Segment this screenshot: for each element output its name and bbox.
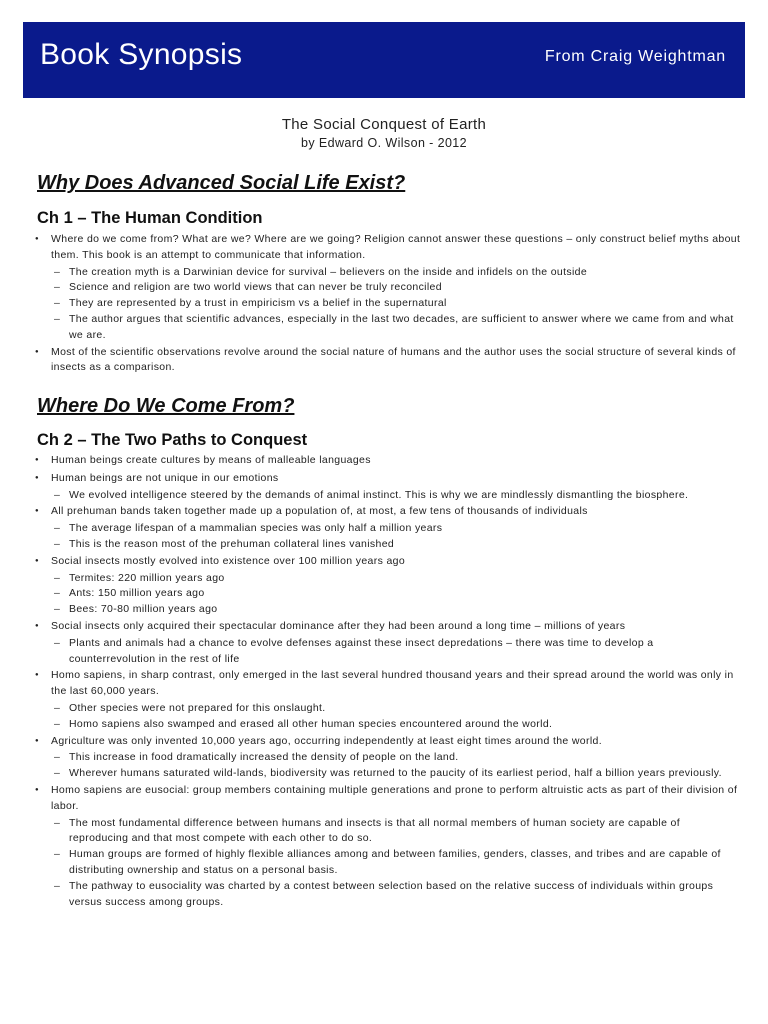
list-item: ● Human beings create cultures by means of malleable languages <box>51 452 741 470</box>
sub-list-item: – Homo sapiens also swamped and erased all other human species encountered around the world. <box>69 717 739 733</box>
sub-list-item: – Bees: 70-80 million years ago <box>69 602 739 618</box>
byline: From Craig Weightman <box>544 48 726 65</box>
list-item: ● Social insects mostly evolved into existence over 100 million years ago <box>51 553 741 571</box>
sub-list-item: – This is the reason most of the prehuman collateral lines vanished <box>69 537 739 553</box>
sub-list-item: – The most fundamental difference between humans and insects is that all normal members of human society are capable of reproducing and that most compete with each other to do so. <box>69 816 739 848</box>
sub-list-item: – Science and religion are two world views that can never be truly reconciled <box>69 280 739 296</box>
chapter-heading: Ch 1 – The Human Condition <box>37 209 263 227</box>
bullet-list <box>0 231 768 377</box>
book-author: by Edward O. Wilson - 2012 <box>300 136 468 150</box>
sub-list-item: – The author argues that scientific advances, especially in the last two decades, are sufficient to answer where we came from and what we are. <box>69 312 739 344</box>
list-item: ● Human beings are not unique in our emotions <box>51 470 741 488</box>
sub-list-item: – Termites: 220 million years ago <box>69 571 739 587</box>
list-item: ● Social insects only acquired their spectacular dominance after they had been around a long time – millions of years <box>51 618 741 636</box>
list-item: ● All prehuman bands taken together made up a population of, at most, a few tens of thousands of individuals <box>51 503 741 521</box>
sub-list-item: – This increase in food dramatically increased the density of people on the land. <box>69 750 739 766</box>
section-heading: Why Does Advanced Social Life Exist? <box>37 172 406 194</box>
sub-list-item: – Plants and animals had a chance to evolve defenses against these insect depredations – there was time to develop a counterrevolution in the rest of life <box>69 636 739 668</box>
section-heading: Where Do We Come From? <box>37 395 295 417</box>
list-item: ● Homo sapiens are eusocial: group members containing multiple generations and prone to perform altruistic acts as part of their division of labor. <box>51 782 741 816</box>
sub-list-item: – Ants: 150 million years ago <box>69 586 739 602</box>
sub-list-item: – The average lifespan of a mammalian species was only half a million years <box>69 521 739 537</box>
sub-list-item: – The creation myth is a Darwinian device for survival – believers on the inside and infidels on the outside <box>69 265 739 281</box>
chapter-heading: Ch 2 – The Two Paths to Conquest <box>37 431 308 449</box>
list-item: ● Agriculture was only invented 10,000 years ago, occurring independently at least eight times around the world. <box>51 733 741 751</box>
list-item: ● Homo sapiens, in sharp contrast, only emerged in the last several hundred thousand years and their spread around the world was only in the last 60,000 years. <box>51 667 741 701</box>
list-item: ● Most of the scientific observations revolve around the social nature of humans and the author uses the social structure of several kinds of insects as a comparison. <box>51 344 741 378</box>
list-item: ● Where do we come from? What are we? Where are we going? Religion cannot answer these questions – only construct belief myths about them. This book is an attempt to communicate that information. <box>51 231 741 265</box>
sub-list-item: – Other species were not prepared for this onslaught. <box>69 701 739 717</box>
book-title: The Social Conquest of Earth <box>281 116 487 133</box>
sub-list-item: – The pathway to eusociality was charted by a contest between selection based on the relative success of individuals within groups versus success among groups. <box>69 879 739 911</box>
bullet-list <box>0 452 768 910</box>
page-title: Book Synopsis <box>40 38 243 71</box>
sub-list-item: – We evolved intelligence steered by the demands of animal instinct. This is why we are mindlessly dismantling the biosphere. <box>69 488 739 504</box>
sub-list-item: – Human groups are formed of highly flexible alliances among and between families, genders, classes, and tribes and are capable of distributing ownership and status on a personal basis. <box>69 847 739 879</box>
sub-list-item: – They are represented by a trust in empiricism vs a belief in the supernatural <box>69 296 739 312</box>
sub-list-item: – Wherever humans saturated wild-lands, biodiversity was returned to the paucity of its earliest period, half a billion years previously. <box>69 766 739 782</box>
header-banner <box>23 22 745 98</box>
